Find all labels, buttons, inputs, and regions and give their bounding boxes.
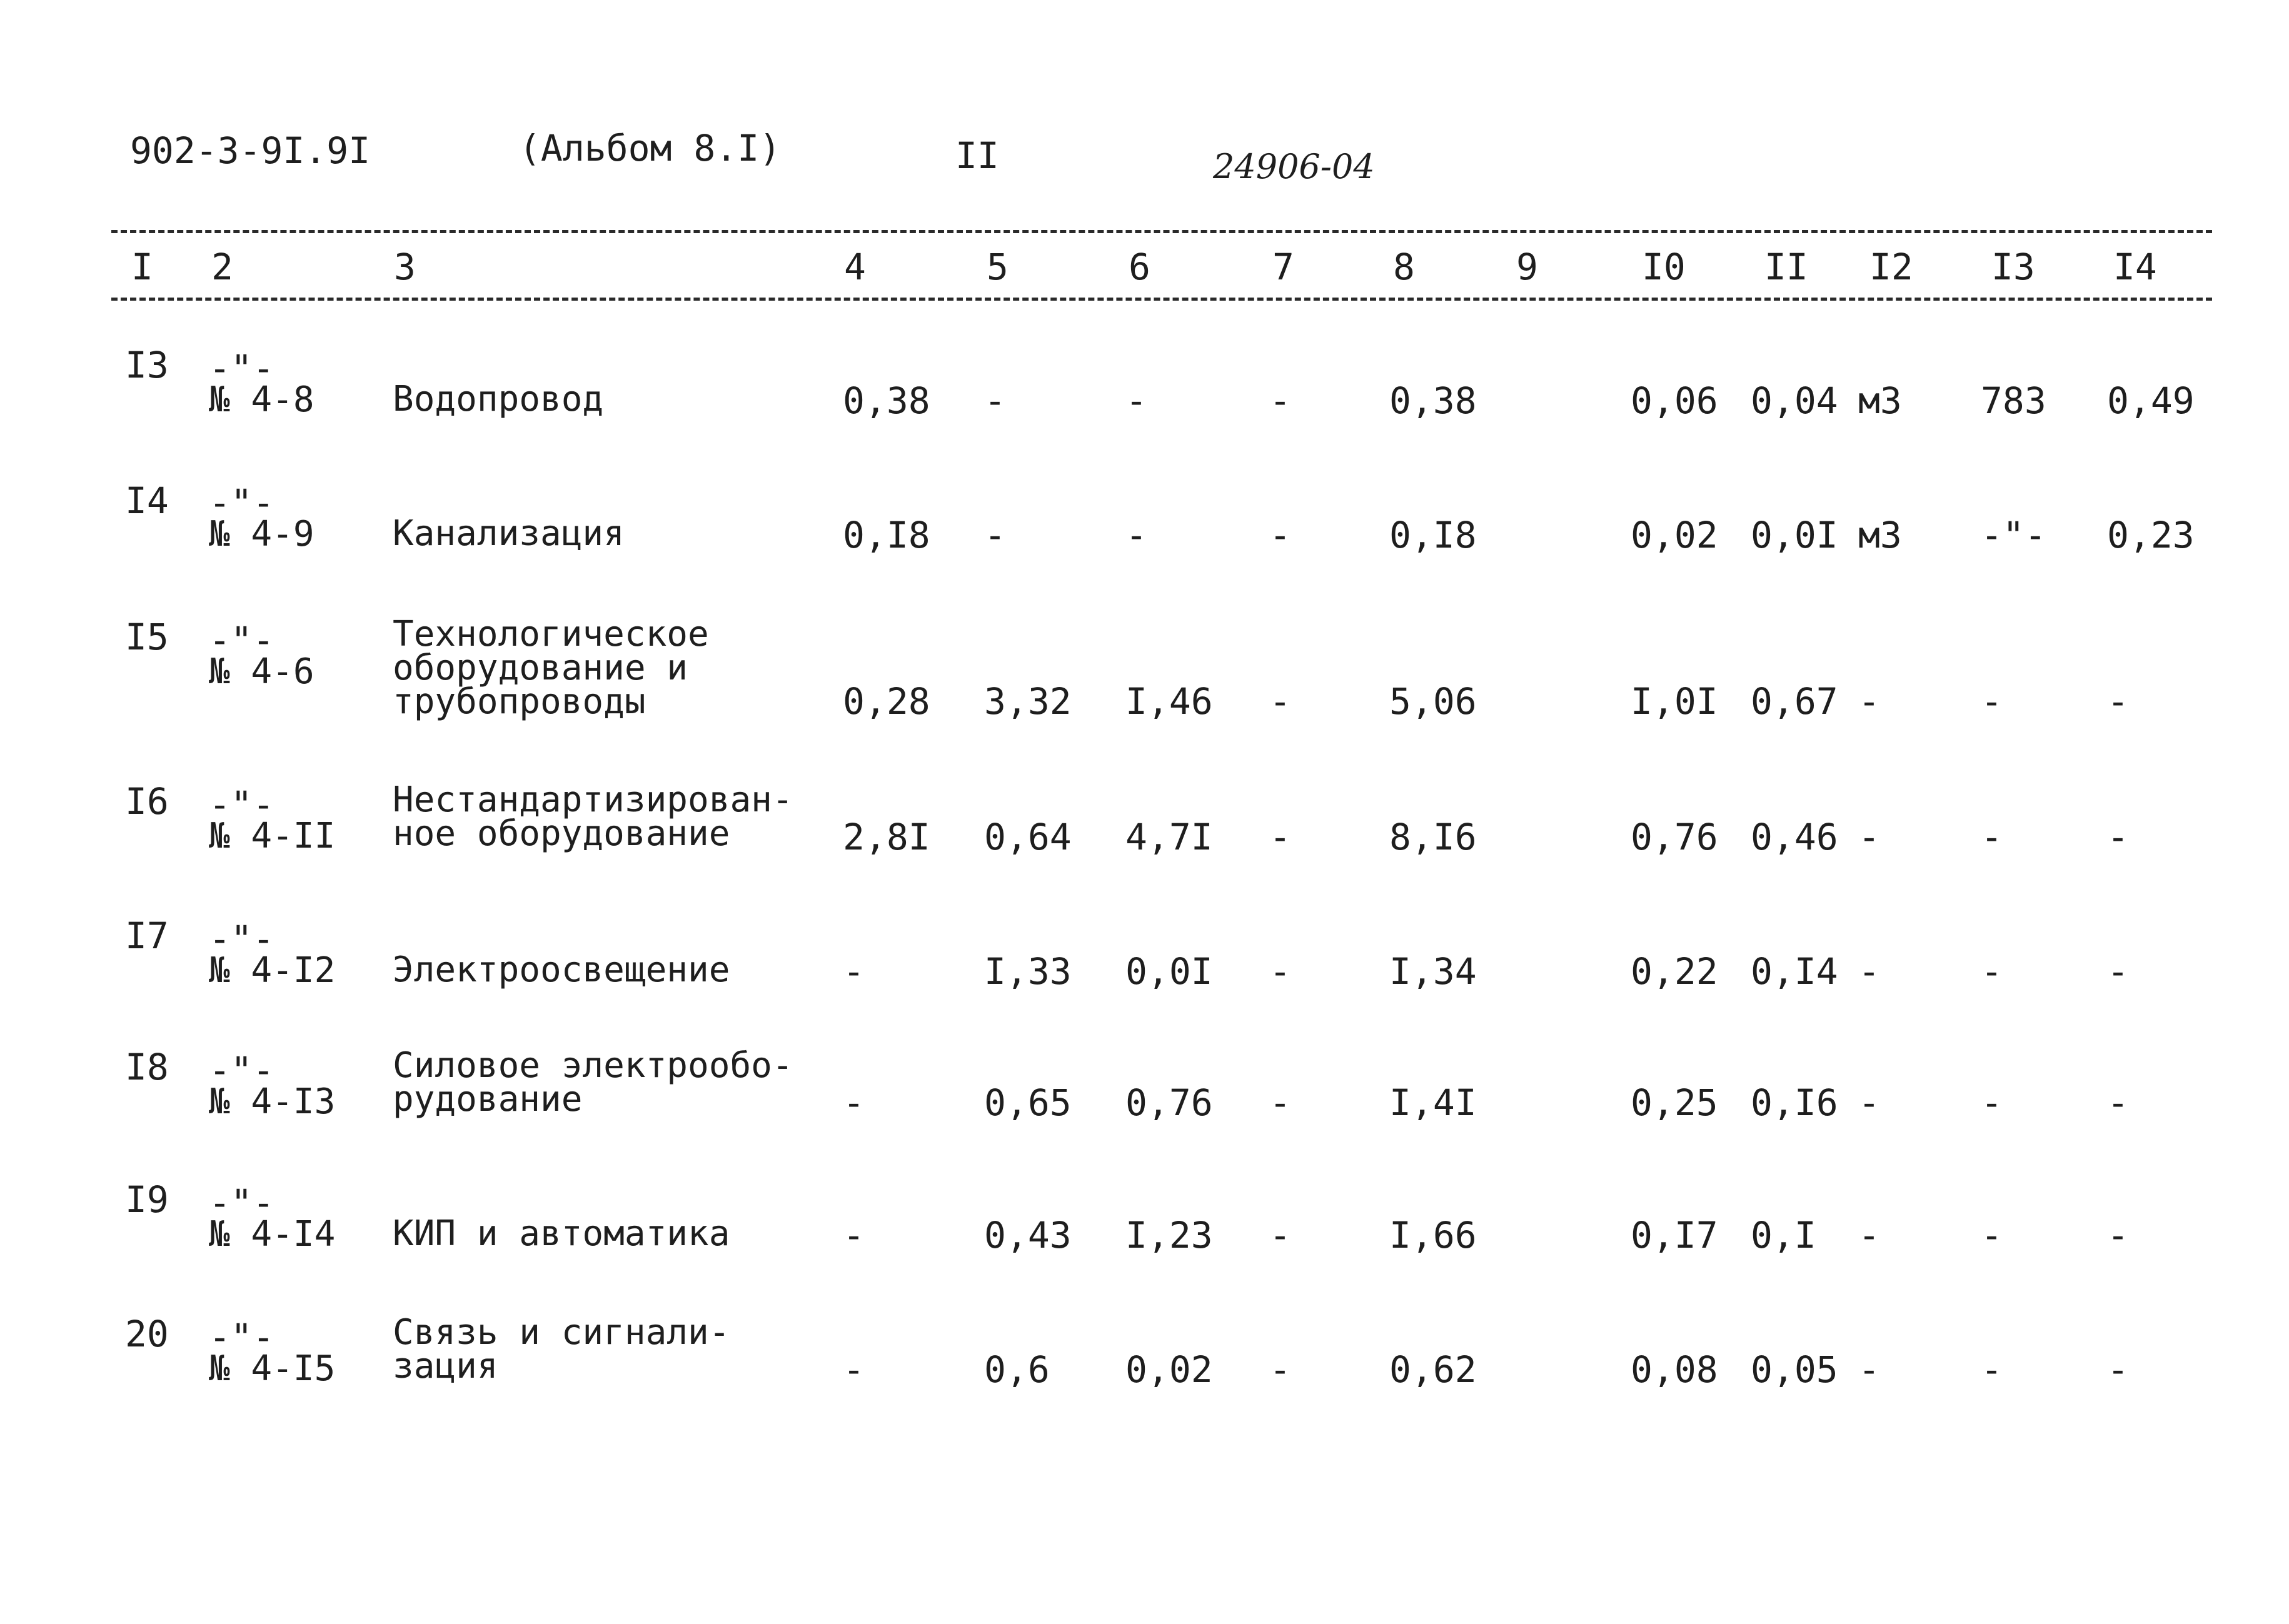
description-line: Канализация xyxy=(393,513,625,554)
page-number: II xyxy=(955,134,999,177)
column-header-1: I xyxy=(131,246,153,288)
cell-c13: 783 xyxy=(1981,379,2046,422)
ditto-mark: -"- xyxy=(209,1316,274,1358)
work-description xyxy=(393,379,604,419)
drawing-reference: № 4-I3 xyxy=(209,1081,336,1122)
column-header-12: I2 xyxy=(1869,246,1913,288)
cell-c10: 0,I7 xyxy=(1631,1214,1718,1256)
column-header-2: 2 xyxy=(211,246,233,288)
cell-c10: I,0I xyxy=(1631,680,1718,723)
cell-c11: 0,0I xyxy=(1751,514,1838,556)
cell-c11: 0,04 xyxy=(1751,379,1838,422)
column-header-9: 9 xyxy=(1516,246,1538,288)
ditto-mark: -"- xyxy=(209,783,274,826)
row-number: I4 xyxy=(125,479,169,522)
cell-c8: 0,62 xyxy=(1389,1348,1477,1391)
drawing-reference: № 4-I2 xyxy=(209,950,336,991)
cell-c6: - xyxy=(1125,379,1147,422)
cell-c12: - xyxy=(1858,950,1880,993)
work-description xyxy=(393,1045,793,1120)
cell-c5: 0,43 xyxy=(984,1214,1072,1256)
cell-c7: - xyxy=(1269,514,1291,556)
cell-c14: - xyxy=(2107,1214,2129,1256)
cell-c11: 0,I xyxy=(1751,1214,1816,1256)
cell-c7: - xyxy=(1269,1348,1291,1391)
cell-c11: 0,67 xyxy=(1751,680,1838,723)
cell-c7: - xyxy=(1269,379,1291,422)
cell-c12: - xyxy=(1858,816,1880,858)
cell-c14: - xyxy=(2107,950,2129,993)
description-line: Технологическое xyxy=(393,614,709,654)
column-header-3: 3 xyxy=(394,246,416,288)
cell-c7: - xyxy=(1269,680,1291,723)
description-line: Электроосвещение xyxy=(393,950,730,990)
column-header-6: 6 xyxy=(1129,246,1150,288)
cell-c13: - xyxy=(1981,1348,2003,1391)
cell-c6: 0,0I xyxy=(1125,950,1213,993)
cell-c14: - xyxy=(2107,1348,2129,1391)
cell-c14: 0,23 xyxy=(2107,514,2195,556)
ditto-mark: -"- xyxy=(209,347,274,389)
cell-c6: I,46 xyxy=(1125,680,1213,723)
cell-c5: 3,32 xyxy=(984,680,1072,723)
column-header-4: 4 xyxy=(844,246,866,288)
column-header-8: 8 xyxy=(1393,246,1415,288)
ditto-mark: -"- xyxy=(209,619,274,661)
drawing-reference: № 4-9 xyxy=(209,514,314,554)
header-rule-top xyxy=(111,230,2212,233)
cell-c12: м3 xyxy=(1858,514,1902,556)
column-header-14: I4 xyxy=(2113,246,2157,288)
cell-c5: 0,65 xyxy=(984,1081,1072,1124)
row-number: 20 xyxy=(125,1313,169,1355)
cell-c11: 0,46 xyxy=(1751,816,1838,858)
cell-c5: - xyxy=(984,514,1006,556)
cell-c12: - xyxy=(1858,680,1880,723)
description-line: зация xyxy=(393,1346,498,1386)
ditto-mark: -"- xyxy=(209,918,274,960)
row-number: I6 xyxy=(125,780,169,823)
cell-c11: 0,I4 xyxy=(1751,950,1838,993)
row-number: I7 xyxy=(125,915,169,957)
cell-c8: I,34 xyxy=(1389,950,1477,993)
row-number: I3 xyxy=(125,344,169,386)
row-number: I9 xyxy=(125,1178,169,1221)
cell-c14: - xyxy=(2107,680,2129,723)
description-line: ное оборудование xyxy=(393,813,730,854)
cell-c11: 0,05 xyxy=(1751,1348,1838,1391)
description-line: Водопровод xyxy=(393,379,604,419)
cell-c8: 5,06 xyxy=(1389,680,1477,723)
drawing-reference: № 4-I4 xyxy=(209,1214,336,1255)
work-description xyxy=(393,614,709,722)
cell-c12: - xyxy=(1858,1214,1880,1256)
cell-c11: 0,I6 xyxy=(1751,1081,1838,1124)
album-label: (Альбом 8.I) xyxy=(519,127,782,169)
description-line: Нестандартизирован- xyxy=(393,779,793,820)
cell-c13: -"- xyxy=(1981,514,2046,556)
drawing-reference: № 4-8 xyxy=(209,379,314,420)
work-description xyxy=(393,950,730,990)
cell-c8: I,4I xyxy=(1389,1081,1477,1124)
cell-c4: - xyxy=(843,950,865,993)
row-number: I8 xyxy=(125,1046,169,1088)
inventory-number: 24906-04 xyxy=(1213,147,1375,186)
cell-c8: 0,I8 xyxy=(1389,514,1477,556)
cell-c5: I,33 xyxy=(984,950,1072,993)
description-line: Связь и сигнали- xyxy=(393,1312,730,1353)
column-header-11: II xyxy=(1764,246,1808,288)
ditto-mark: -"- xyxy=(209,1049,274,1091)
cell-c5: - xyxy=(984,379,1006,422)
cell-c7: - xyxy=(1269,1214,1291,1256)
cell-c12: м3 xyxy=(1858,379,1902,422)
work-description xyxy=(393,1213,730,1254)
description-line: трубопроводы xyxy=(393,681,646,722)
cell-c6: I,23 xyxy=(1125,1214,1213,1256)
cell-c4: 0,38 xyxy=(843,379,930,422)
cell-c8: 0,38 xyxy=(1389,379,1477,422)
work-description xyxy=(393,1312,730,1386)
cell-c10: 0,22 xyxy=(1631,950,1718,993)
cell-c5: 0,64 xyxy=(984,816,1072,858)
cell-c6: - xyxy=(1125,514,1147,556)
work-description xyxy=(393,779,793,854)
work-description xyxy=(393,513,625,554)
cell-c4: 2,8I xyxy=(843,816,930,858)
cell-c12: - xyxy=(1858,1081,1880,1124)
ditto-mark: -"- xyxy=(209,481,274,524)
cell-c4: - xyxy=(843,1348,865,1391)
cell-c7: - xyxy=(1269,816,1291,858)
cell-c4: - xyxy=(843,1214,865,1256)
column-header-7: 7 xyxy=(1272,246,1294,288)
drawing-reference: № 4-I5 xyxy=(209,1348,336,1389)
document-code: 902-3-9I.9I xyxy=(130,129,371,172)
cell-c14: - xyxy=(2107,1081,2129,1124)
description-line: КИП и автоматика xyxy=(393,1213,730,1254)
column-header-5: 5 xyxy=(987,246,1009,288)
cell-c10: 0,08 xyxy=(1631,1348,1718,1391)
cell-c6: 0,76 xyxy=(1125,1081,1213,1124)
cell-c6: 0,02 xyxy=(1125,1348,1213,1391)
cell-c4: 0,28 xyxy=(843,680,930,723)
cell-c14: - xyxy=(2107,816,2129,858)
drawing-reference: № 4-II xyxy=(209,816,336,856)
cell-c13: - xyxy=(1981,680,2003,723)
cell-c13: - xyxy=(1981,1081,2003,1124)
cell-c7: - xyxy=(1269,1081,1291,1124)
drawing-reference: № 4-6 xyxy=(209,651,314,692)
cell-c4: 0,I8 xyxy=(843,514,930,556)
description-line: Силовое электрообо- xyxy=(393,1045,793,1086)
row-number: I5 xyxy=(125,616,169,658)
cell-c8: I,66 xyxy=(1389,1214,1477,1256)
cell-c13: - xyxy=(1981,1214,2003,1256)
cell-c7: - xyxy=(1269,950,1291,993)
cell-c13: - xyxy=(1981,816,2003,858)
column-header-10: I0 xyxy=(1642,246,1686,288)
cell-c13: - xyxy=(1981,950,2003,993)
cell-c10: 0,06 xyxy=(1631,379,1718,422)
header-rule-bottom xyxy=(111,298,2212,301)
cell-c4: - xyxy=(843,1081,865,1124)
cell-c6: 4,7I xyxy=(1125,816,1213,858)
description-line: рудование xyxy=(393,1079,583,1120)
column-header-13: I3 xyxy=(1991,246,2035,288)
cell-c5: 0,6 xyxy=(984,1348,1050,1391)
cell-c12: - xyxy=(1858,1348,1880,1391)
description-line: оборудование и xyxy=(393,648,688,688)
cell-c8: 8,I6 xyxy=(1389,816,1477,858)
ditto-mark: -"- xyxy=(209,1181,274,1224)
cell-c10: 0,76 xyxy=(1631,816,1718,858)
cell-c10: 0,02 xyxy=(1631,514,1718,556)
cell-c14: 0,49 xyxy=(2107,379,2195,422)
cell-c10: 0,25 xyxy=(1631,1081,1718,1124)
